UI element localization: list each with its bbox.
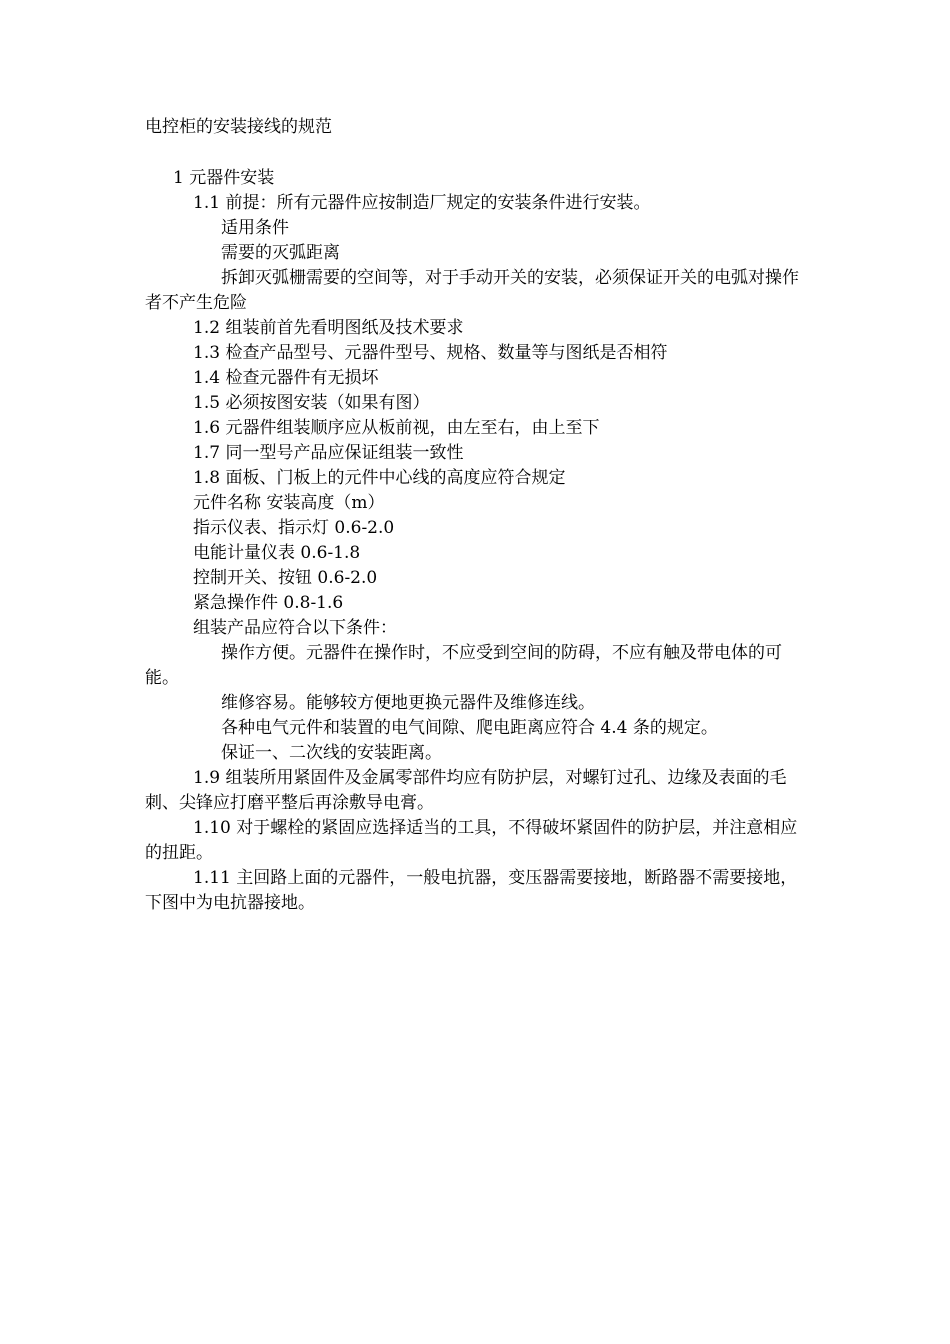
height-table-row: 指示仪表、指示灯 0.6-2.0: [193, 518, 395, 538]
paragraph-1-8: 1.8 面板、门板上的元件中心线的高度应符合规定: [193, 468, 566, 488]
assembly-condition-clearance: 各种电气元件和装置的电气间隙、爬电距离应符合 4.4 条的规定。: [221, 718, 718, 738]
paragraph-1-2: 1.2 组装前首先看明图纸及技术要求: [193, 318, 464, 338]
condition-applicable: 适用条件: [221, 218, 289, 238]
paragraph-1-3: 1.3 检查产品型号、元器件型号、规格、数量等与图纸是否相符: [193, 343, 668, 363]
paragraph-1-10: 1.10 对于螺栓的紧固应选择适当的工具，不得破坏紧固件的防护层，并注意相应的扭距。: [145, 818, 798, 863]
assembly-condition-operation: 操作方便。元器件在操作时，不应受到空间的防碍，不应有触及带电体的可 能。: [145, 643, 782, 688]
height-table-header: 元件名称 安装高度（m）: [193, 493, 385, 513]
paragraph-1-6: 1.6 元器件组装顺序应从板前视，由左至右，由上至下: [193, 418, 600, 438]
assembly-conditions-intro: 组装产品应符合以下条件：: [193, 618, 397, 638]
paragraph-1-5: 1.5 必须按图安装（如果有图）: [193, 393, 430, 413]
paragraph-1-4: 1.4 检查元器件有无损坏: [193, 368, 379, 388]
section-heading: 1 元器件安装: [173, 168, 275, 188]
paragraph-1-9: 1.9 组装所用紧固件及金属零部件均应有防护层，对螺钉过孔、边缘及表面的毛刺、尖锋应打磨平整后再涂敷导电膏。: [145, 768, 787, 813]
assembly-condition-maintenance: 维修容易。能够较方便地更换元器件及维修连线。: [221, 693, 595, 713]
paragraph-1-1: 1.1 前提：所有元器件应按制造厂规定的安装条件进行安装。: [193, 193, 651, 213]
assembly-condition-wiring-distance: 保证一、二次线的安装距离。: [221, 743, 442, 763]
paragraph-1-11: 1.11 主回路上面的元器件，一般电抗器，变压器需要接地，断路器不需要接地，下图中为电抗器接地。: [145, 868, 798, 913]
document-title: 电控柜的安装接线的规范: [145, 117, 332, 137]
condition-arc-distance: 需要的灭弧距离: [221, 243, 340, 263]
height-table-row: 控制开关、按钮 0.6-2.0: [193, 568, 378, 588]
document-body: [145, 166, 810, 916]
condition-arc-chute-space: 拆卸灭弧栅需要的空间等，对于手动开关的安装，必须保证开关的电弧对操作者不产生危险: [145, 268, 799, 313]
paragraph-1-7: 1.7 同一型号产品应保证组装一致性: [193, 443, 464, 463]
height-table-row: 紧急操作件 0.8-1.6: [193, 593, 344, 613]
height-table-row: 电能计量仪表 0.6-1.8: [193, 543, 361, 563]
